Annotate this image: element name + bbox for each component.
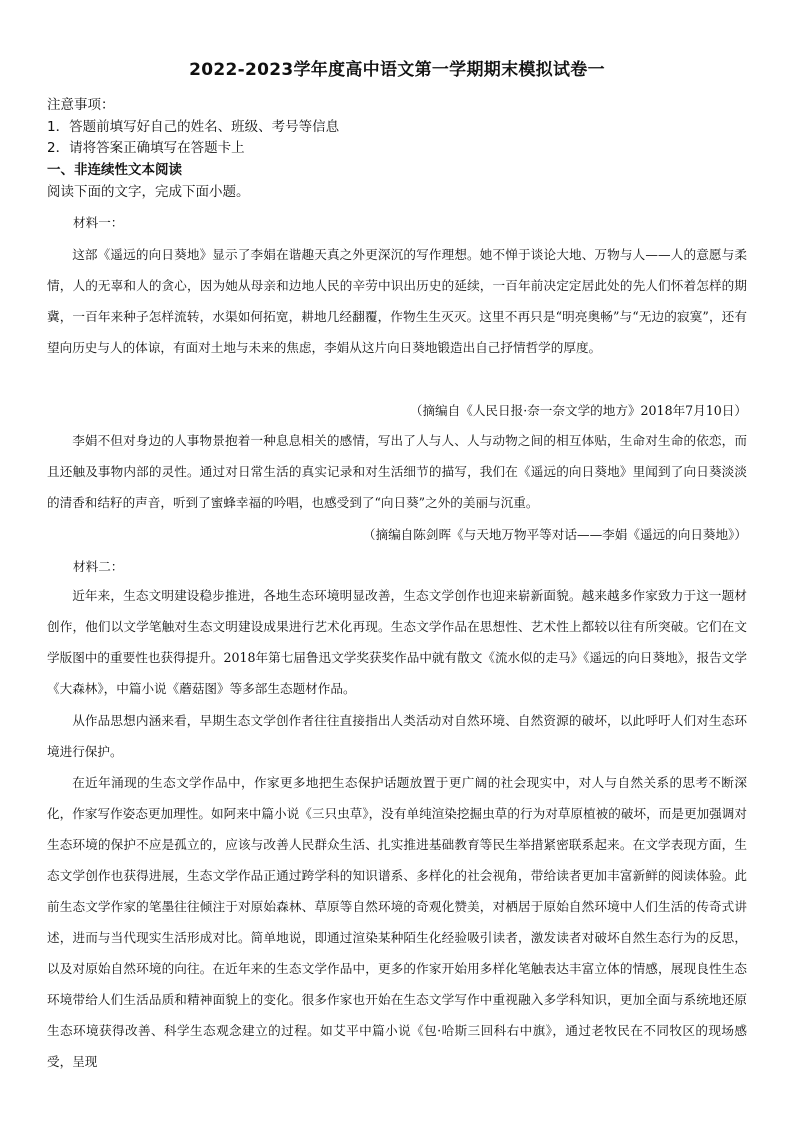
section-heading: 一、非连续性文本阅读 <box>47 162 182 178</box>
paragraph-text: 从作品思想内涵来看，早期生态文学创作者往往直接指出人类活动对自然环境、自然资源的破坏，以此呼吁人们对生态环境进行保护。 <box>47 713 747 759</box>
material-1-paragraph-1 <box>47 239 747 363</box>
section-instruction: 阅读下面的文字，完成下面小题。 <box>47 184 250 200</box>
material-1-source-2: （摘编自陈剑晖《与天地万物平等对话——李娟《遥远的向日葵地》） <box>362 527 747 542</box>
material-2-paragraph-1 <box>47 580 747 704</box>
material-2-label: 材料二： <box>73 559 124 574</box>
paragraph-text: 近年来，生态文明建设稳步推进，各地生态环境明显改善，生态文学创作也迎来崭新面貌。越来越多作家致力于这一题材创作，他们以文学笔触对生态文明建设成果进行艺术化再现。生态文学作品在思想性、艺术性上都较以往有所突破。它们在文学版图中的重要性也获得提升。2018年第七届鲁迅文学奖获奖作品中就有散文《流水似的走马》《遥远的向日葵地》，报告文学《大森林》，中篇小说《蘑菇图》等多部生态题材作品。 <box>47 588 747 696</box>
paragraph-text: 这部《遥远的向日葵地》显示了李娟在谐趣天真之外更深沉的写作理想。她不惮于谈论大地、万物与人——人的意愿与柔情，人的无辜和人的贪心，因为她从母亲和边地人民的辛劳中识出历史的延续，一百年前决定定居此处的先人们怀着怎样的期冀，一百年来种子怎样流转，水渠如何拓宽，耕地几经翻覆，作物生生灭灭。这里不再只是“明亮奥畅”与“无边的寂寞”，还有望向历史与人的体谅，有面对土地与未来的焦虑，李娟从这片向日葵地锻造出自己抒情哲学的厚度。 <box>47 247 747 355</box>
paragraph-text: 在近年涌现的生态文学作品中，作家更多地把生态保护话题放置于更广阔的社会现实中，对人与自然关系的思考不断深化，作家写作姿态更加理性。如阿来中篇小说《三只虫草》，没有单纯渲染挖掘虫草的行为对草原植被的破坏，而是更加强调对生态环境的保护不应是孤立的，应该与改善人民群众生活、扎实推进基础教育等民生举措紧密联系起来。在文学表现方面，生态文学创作也获得进展，生态文学作品正通过跨学科的知识谱系、多样化的社会视角，带给读者更加丰富新鲜的阅读体验。此前生态文学作家的笔墨往往倾注于对原始森林、草原等自然环境的奇观化赞美，对栖居于原始自然环境中人们生活的传奇式讲述，进而与当代现实生活形成对比。简单地说，即通过渲染某种陌生化经验吸引读者，激发读者对破坏自然生态行为的反思，以及对原始自然环境的向往。在近年来的生态文学作品中，更多的作家开始用多样化笔触表达丰富立体的情感，展现良性生态环境带给人们生活品质和精神面貌上的变化。很多作家也开始在生态文学写作中重视融入多学科知识，更加全面与系统地还原生态环境获得改善、科学生态观念建立的过程。如艾平中篇小说《包·哈斯三回科右中旗》，通过老牧民在不同牧区的现场感受，呈现 <box>47 775 747 1069</box>
material-2-paragraph-2 <box>47 705 747 767</box>
paragraph-text: 李娟不但对身边的人事物景抱着一种息息相关的感情，写出了人与人、人与动物之间的相互体贴，生命对生命的依恋，而且还触及事物内部的灵性。通过对日常生活的真实记录和对生活细节的描写，我们在《遥远的向日葵地》里闻到了向日葵淡淡的清香和结籽的声音，听到了蜜蜂幸福的吟唱，也感受到了“向日葵”之外的美丽与沉重。 <box>47 433 747 510</box>
notice-item-2: 2．请将答案正确填写在答题卡上 <box>47 140 245 156</box>
notice-item-1: 1．答题前填写好自己的姓名、班级、考号等信息 <box>47 119 340 135</box>
page-title: 2022-2023学年度高中语文第一学期期末模拟试卷一 <box>189 60 605 80</box>
material-1-label: 材料一： <box>73 215 124 230</box>
material-1-source-1: （摘编自《人民日报·奈一奈文学的地方》2018年7月10日） <box>409 403 747 418</box>
notice-heading: 注意事项： <box>47 97 115 113</box>
material-1-paragraph-2 <box>47 425 747 518</box>
material-2-paragraph-3 <box>47 767 747 1107</box>
